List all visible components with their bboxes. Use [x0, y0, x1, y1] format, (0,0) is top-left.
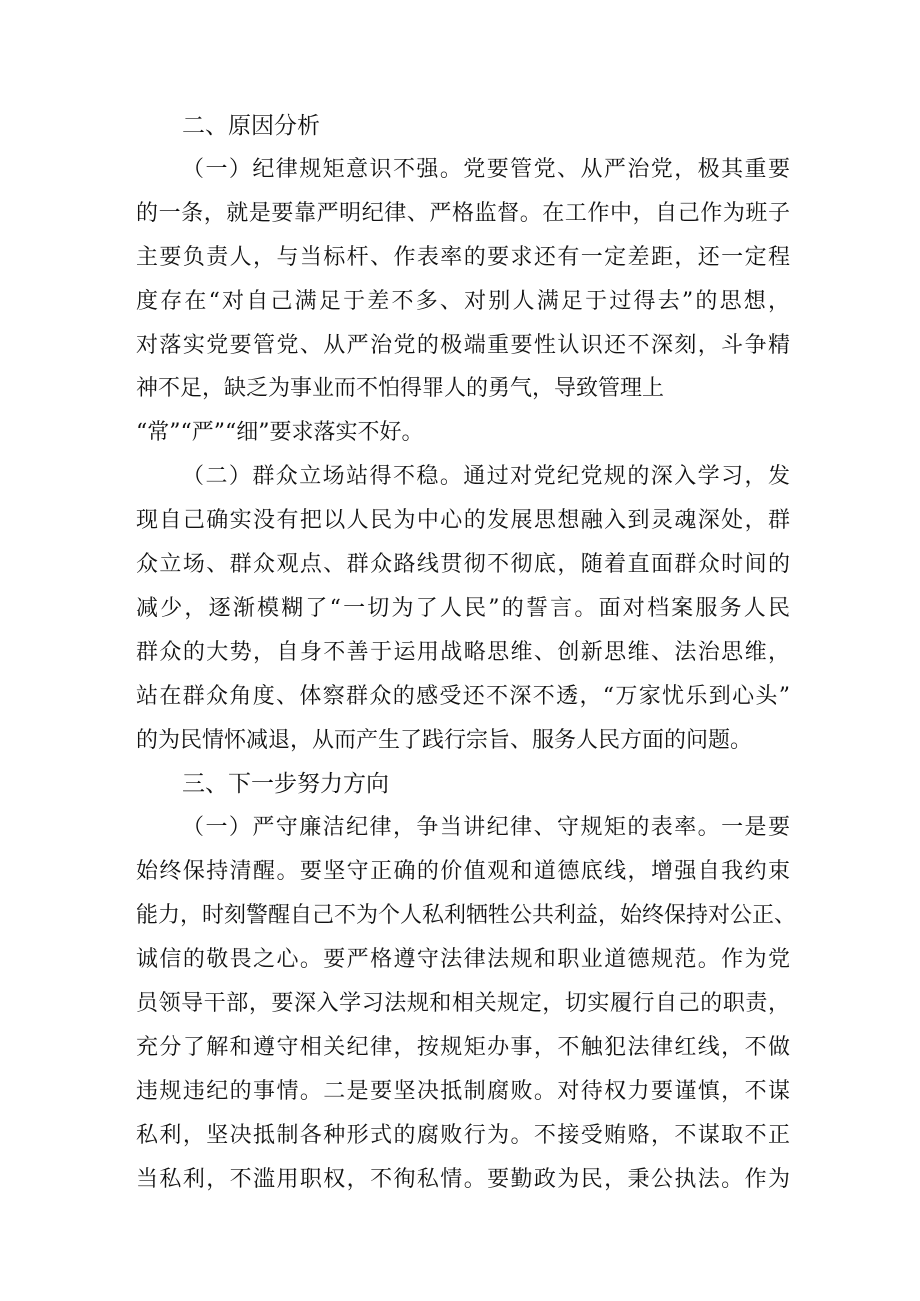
text-line: 的为民情怀减退，从而产生了践行宗旨、服务人民方面的问题。: [136, 727, 753, 753]
text-line: 站在群众角度、体察群众的感受还不深不透，“万家忧乐到心头”: [136, 683, 790, 709]
text-line: 减少，逐渐模糊了“一切为了人民”的誓言。面对档案服务人民: [136, 595, 790, 621]
document-body: [136, 104, 797, 1201]
text-line: 私利，坚决抵制各种形式的腐败行为。不接受贿赂，不谋取不正: [136, 1122, 790, 1148]
text-line: 充分了解和遵守相关纪律，按规矩办事，不触犯法律红线，不做: [136, 1034, 790, 1060]
text-line: （二）群众立场站得不稳。通过对党纪党规的深入学习，发: [182, 464, 790, 490]
text-line: 度存在“对自己满足于差不多、对别人满足于过得去”的思想，: [136, 288, 790, 314]
text-line: 能力，时刻警醒自己不为个人私利牺牲公共利益，始终保持对公正、: [136, 903, 797, 929]
text-line: “常”“严”“细”要求落实不好。: [136, 420, 424, 446]
section-heading-cause-analysis: 二、原因分析: [182, 113, 320, 139]
text-line: 众立场、群众观点、群众路线贯彻不彻底，随着直面群众时间的: [136, 552, 790, 578]
text-line: （一）严守廉洁纪律，争当讲纪律、守规矩的表率。一是要: [182, 815, 790, 841]
text-line: 神不足，缺乏为事业而不怕得罪人的勇气，导致管理上: [136, 376, 665, 402]
text-line: 主要负责人，与当标杆、作表率的要求还有一定差距，还一定程: [136, 244, 790, 270]
text-line: （一）纪律规矩意识不强。党要管党、从严治党，极其重要: [182, 157, 790, 182]
text-line: 对落实党要管党、从严治党的极端重要性认识还不深刻，斗争精: [136, 332, 790, 358]
text-line: 当私利，不滥用职权，不徇私情。要勤政为民，秉公执法。作为: [136, 1166, 790, 1192]
text-line: 的一条，就是要靠严明纪律、严格监督。在工作中，自己作为班子: [136, 200, 790, 226]
text-line: 始终保持清醒。要坚守正确的价值观和道德底线，增强自我约束: [136, 859, 790, 885]
text-line: 违规违纪的事情。二是要坚决抵制腐败。对待权力要谨慎，不谋: [136, 1078, 790, 1104]
text-line: 现自己确实没有把以人民为中心的发展思想融入到灵魂深处，群: [136, 508, 790, 534]
paragraph-discipline-awareness: [136, 148, 790, 455]
text-line: 员领导干部，要深入学习法规和相关规定，切实履行自己的职责，: [136, 991, 790, 1017]
paragraph-mass-standpoint: [136, 455, 790, 762]
paragraph-integrity-discipline: [136, 806, 797, 1201]
section-heading-next-steps: 三、下一步努力方向: [182, 771, 389, 798]
text-line: 群众的大势，自身不善于运用战略思维、创新思维、法治思维，: [136, 639, 790, 665]
text-line: 诚信的敬畏之心。要严格遵守法律法规和职业道德规范。作为党: [136, 947, 790, 973]
